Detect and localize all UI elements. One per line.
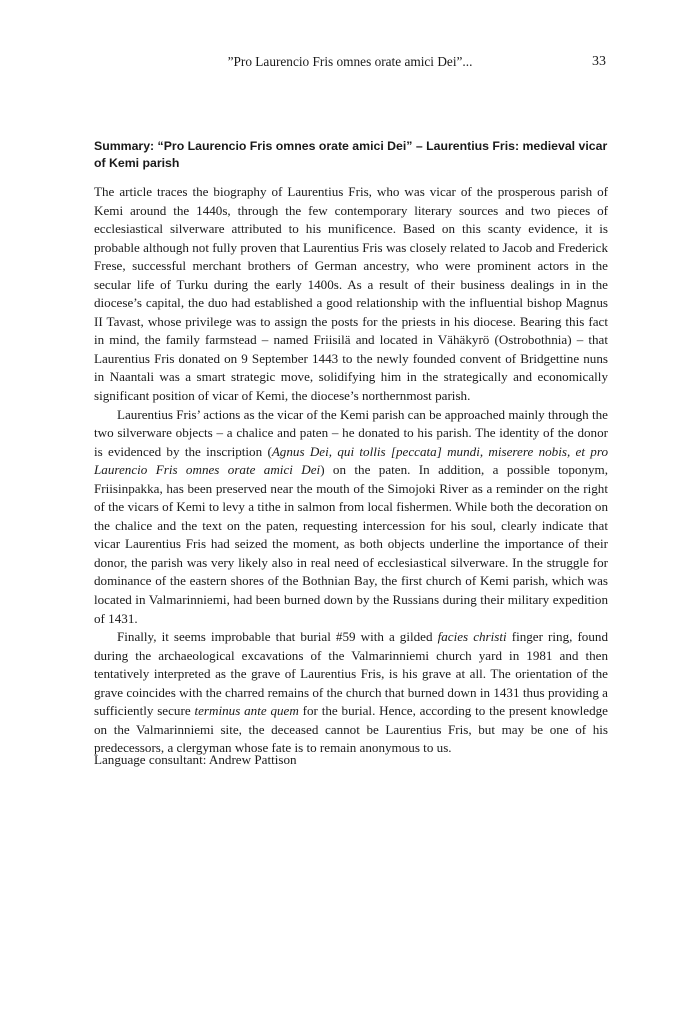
term-terminus-ante-quem: terminus ante quem — [194, 703, 299, 719]
summary-paragraph-2 — [94, 406, 608, 629]
running-header — [94, 54, 606, 74]
summary-paragraph-3 — [94, 628, 608, 758]
paten-inscription: Agnus Dei, qui tollis [peccata] mundi, miserere nobis, et pro Laurencio Fris omnes orate amici Dei — [94, 443, 608, 478]
paragraph-2-text-a: Laurentius Fris’ actions as the vicar of the Kemi parish can be approached mainly through the two silverware objects – a chalice and paten – he donated to his parish. The identity of the donor is evidenced by the inscription ( — [94, 406, 608, 459]
language-consultant-note: Language consultant: Andrew Pattison — [94, 752, 297, 767]
paragraph-3-text-b: finger ring, found during the archaeological excavations of the Valmarinniemi church yard in 1981 and then tentatively interpreted as the grave of Laurentius Fris, is his grave at all. The orientation of the grave coincides with the charred remains of the church that burned down in 1431 thus providing a sufficiently secure — [94, 629, 608, 719]
page-number: 33 — [592, 54, 606, 69]
summary-heading: Summary: “Pro Laurencio Fris omnes orate amici Dei” – Laurentius Fris: medieval vicar of Kemi parish — [94, 139, 608, 170]
paragraph-3-text-c: for the burial. Hence, according to the present knowledge on the Valmarinniemi site, the deceased cannot be Laurentius Fris, but may be one of his predecessors, a clergyman whose fate is to remain anonymous to us. — [94, 703, 608, 756]
running-title: ”Pro Laurencio Fris omnes orate amici Dei”... — [227, 54, 473, 69]
paragraph-2-text-b: ) on the paten. In addition, a possible toponym, Friisinpakka, has been preserved near the mouth of the Simojoki River as a reminder on the right of the vicars of Kemi to levy a tithe in salmon from local fishermen. While both the decoration on the chalice and the text on the paten, requesting intercession for his soul, clearly indicate that vicar Laurentius Fris had seized the moment, as both objects underline the importance of their donor, the parish was very likely also in real need of ecclesiastical silverware. In the struggle for dominance of the eastern shores of the Bothnian Bay, the first church of Kemi parish, which was located in Valmarinniemi, had been burned down by the Russians during their military expedition of 1431. — [94, 462, 608, 626]
summary-paragraph-1: The article traces the biography of Laurentius Fris, who was vicar of the prosperous parish of Kemi around the 1440s, through the few contemporary literary sources and two pieces of ecclesiastical silverware attributed to his munificence. Based on this scanty evidence, it is probable although not fully proven that Laurentius Fris was closely related to Jacob and Frederick Frese, successful merchant brothers of German ancestry, who were prominent actors in the secular life of Turku during the early 1400s. As a result of their business dealings in in the diocese’s capital, the duo had established a good relationship with the influential bishop Magnus II Tavast, whose privilege was to assign the posts for the priests in his diocese. Bearing this fact in mind, the family farmstead – named Friisilä and located in Vähäkyrö (Ostrobothnia) – that Laurentius Fris donated on 9 September 1443 to the newly founded convent of Bridgettine nuns in Naantali was a smart strategic move, solidifying him in the strategically and economically significant position of vicar of Kemi, the diocese’s northernmost parish. — [94, 184, 608, 404]
paragraph-3-text-a: Finally, it seems improbable that burial #59 with a gilded — [117, 629, 438, 645]
summary-body — [94, 183, 608, 758]
term-facies-christi: facies christi — [437, 629, 507, 645]
